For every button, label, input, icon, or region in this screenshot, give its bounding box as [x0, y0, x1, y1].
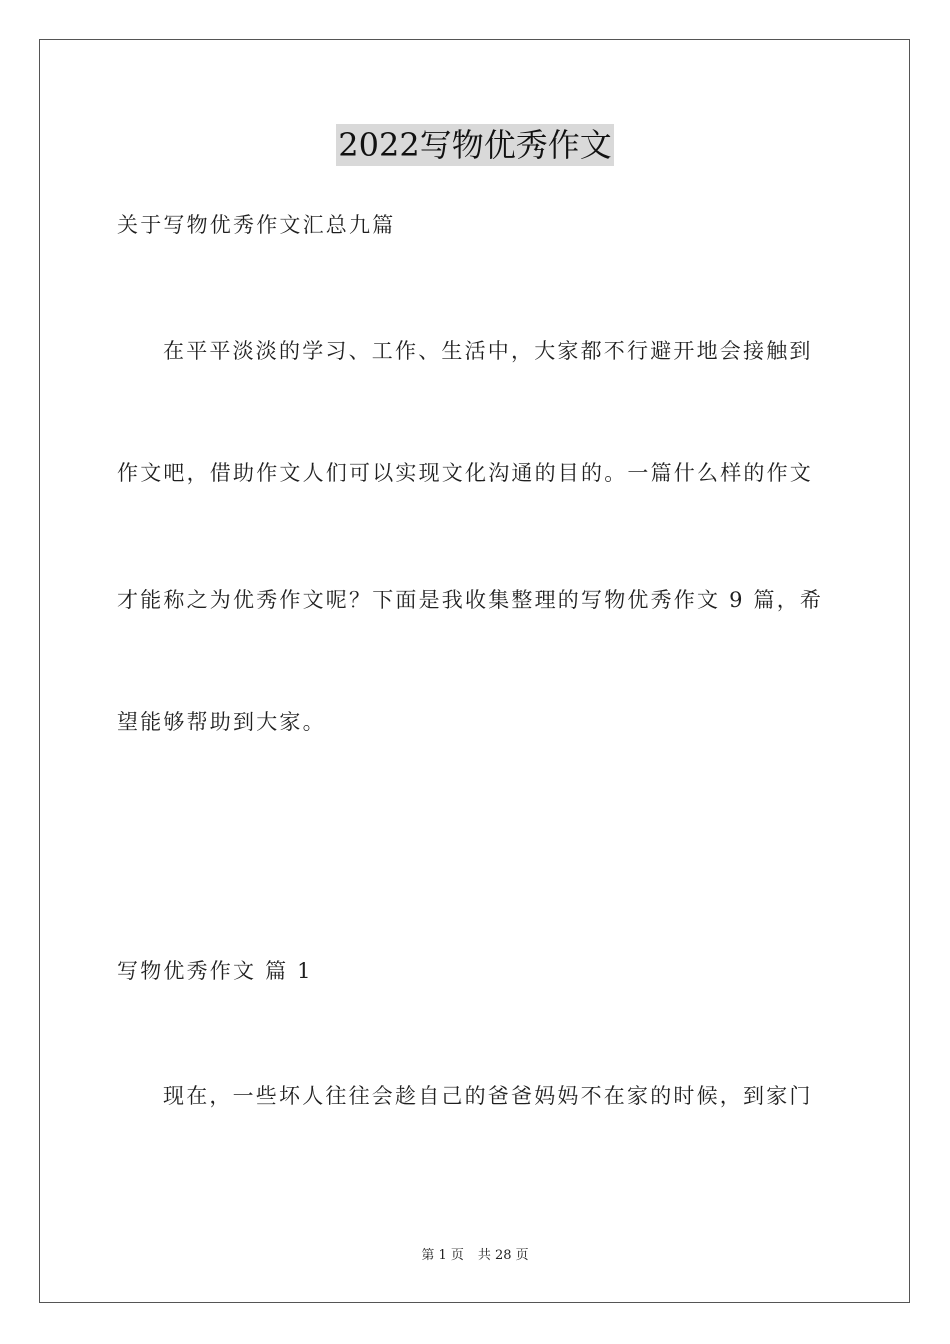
paragraph-line: 作文吧，借助作文人们可以实现文化沟通的目的。一篇什么样的作文: [117, 461, 813, 485]
paragraph-line: 现在，一些坏人往往会趁自己的爸爸妈妈不在家的时候，到家门: [163, 1084, 813, 1108]
title-container: [0, 124, 950, 166]
paragraph-line: 望能够帮助到大家。: [117, 710, 326, 734]
page-footer: [0, 1247, 950, 1265]
paragraph-line: 才能称之为优秀作文呢？下面是我收集整理的写物优秀作文 9 篇，希: [117, 588, 824, 612]
paragraph-line: 在平平淡淡的学习、工作、生活中，大家都不行避开地会接触到: [163, 339, 813, 363]
document-title: 2022写物优秀作文: [338, 126, 612, 164]
page-number: 第 1 页: [421, 1248, 464, 1263]
section-heading: 写物优秀作文 篇 1: [117, 959, 313, 983]
page-total: 共 28 页: [477, 1248, 529, 1263]
document-subtitle: 关于写物优秀作文汇总九篇: [117, 213, 396, 237]
